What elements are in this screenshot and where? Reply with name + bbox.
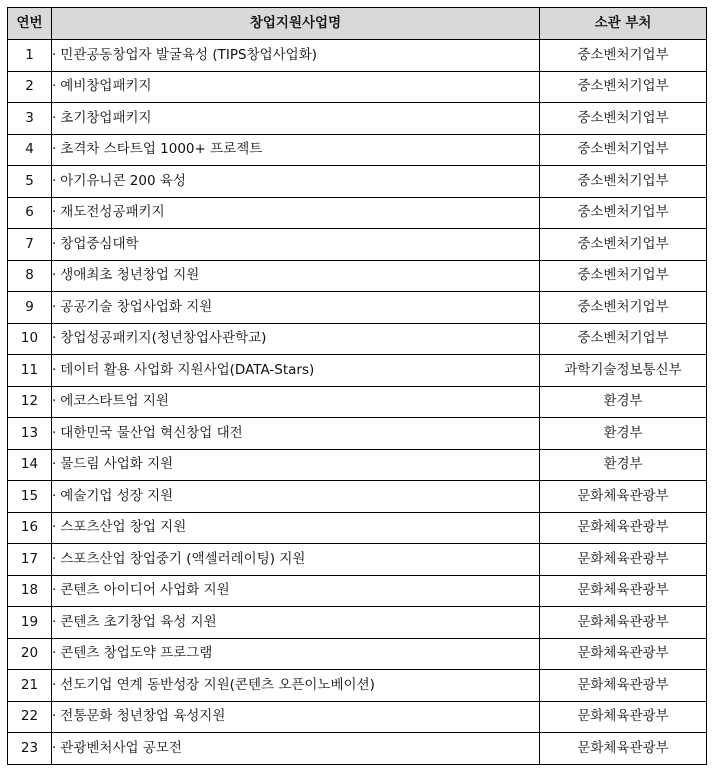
table-row (8, 71, 707, 103)
row-number: 21 (8, 670, 52, 702)
program-name: 데이터 활용 사업화 지원사업(DATA-Stars) (60, 361, 315, 378)
bullet-icon: · (52, 582, 57, 598)
row-number: 13 (8, 418, 52, 450)
table-row (8, 575, 707, 607)
program-name-cell (52, 512, 540, 544)
ministry-name: 과학기술정보통신부 (540, 355, 707, 387)
ministry-name: 중소벤처기업부 (540, 229, 707, 261)
row-number: 20 (8, 638, 52, 670)
program-name-cell (52, 733, 540, 765)
row-number: 16 (8, 512, 52, 544)
ministry-name: 중소벤처기업부 (540, 134, 707, 166)
header-no: 연번 (8, 8, 52, 40)
program-name: 예술기업 성장 지원 (60, 487, 174, 504)
bullet-icon: · (52, 487, 57, 504)
table-row (8, 260, 707, 292)
ministry-name: 문화체육관광부 (540, 670, 707, 702)
row-number: 17 (8, 544, 52, 576)
bullet-icon: · (52, 361, 57, 378)
row-number: 23 (8, 733, 52, 765)
table-row (8, 449, 707, 481)
program-name-cell (52, 544, 540, 576)
program-name: 대한민국 물산업 혁신창업 대전 (60, 424, 243, 441)
table-row (8, 544, 707, 576)
row-number: 9 (8, 292, 52, 324)
ministry-name: 중소벤처기업부 (540, 323, 707, 355)
program-name: 콘텐츠 창업도약 프로그램 (60, 645, 213, 661)
ministry-name: 중소벤처기업부 (540, 40, 707, 72)
ministry-name: 환경부 (540, 418, 707, 450)
program-name: 초기창업패키지 (60, 109, 152, 126)
program-name-cell (52, 449, 540, 481)
table-row (8, 638, 707, 670)
bullet-icon: · (52, 645, 57, 661)
program-name: 스포츠산업 창업 지원 (60, 519, 187, 535)
table-row (8, 733, 707, 765)
program-name-cell (52, 386, 540, 418)
program-name: 초격차 스타트업 1000+ 프로젝트 (60, 141, 263, 157)
program-name: 스포츠산업 창업중기 (액셀러레이팅) 지원 (60, 550, 306, 567)
ministry-name: 중소벤처기업부 (540, 260, 707, 292)
ministry-name: 문화체육관광부 (540, 544, 707, 576)
row-number: 22 (8, 701, 52, 733)
program-name: 재도전성공패키지 (60, 204, 165, 220)
program-name-cell (52, 40, 540, 72)
program-name-cell (52, 229, 540, 261)
row-number: 2 (8, 71, 52, 103)
program-name-cell (52, 701, 540, 733)
table-row (8, 481, 707, 513)
header-row (8, 8, 707, 40)
table-row (8, 670, 707, 702)
ministry-name: 문화체육관광부 (540, 701, 707, 733)
program-name: 콘텐츠 초기창업 육성 지원 (60, 613, 217, 630)
bullet-icon: · (52, 456, 57, 472)
bullet-icon: · (52, 78, 57, 94)
table-body (8, 40, 707, 765)
program-name: 전통문화 청년창업 육성지원 (60, 708, 226, 724)
table-row (8, 355, 707, 387)
ministry-name: 문화체육관광부 (540, 638, 707, 670)
bullet-icon: · (52, 141, 57, 157)
program-name-cell (52, 418, 540, 450)
table-row (8, 134, 707, 166)
table-row (8, 418, 707, 450)
header-program-name: 창업지원사업명 (52, 8, 540, 40)
bullet-icon: · (52, 519, 57, 535)
bullet-icon: · (52, 330, 57, 346)
bullet-icon: · (52, 550, 57, 567)
program-name-cell (52, 103, 540, 135)
ministry-name: 문화체육관광부 (540, 512, 707, 544)
bullet-icon: · (52, 298, 57, 315)
table-row (8, 166, 707, 198)
program-name-cell (52, 71, 540, 103)
header-ministry: 소관 부처 (540, 8, 707, 40)
table-row (8, 323, 707, 355)
program-name: 물드림 사업화 지원 (60, 456, 174, 472)
ministry-name: 문화체육관광부 (540, 575, 707, 607)
row-number: 18 (8, 575, 52, 607)
program-name-cell (52, 481, 540, 513)
program-name-cell (52, 355, 540, 387)
program-name: 생애최초 청년창업 지원 (60, 267, 200, 283)
program-name-cell (52, 323, 540, 355)
program-name-cell (52, 292, 540, 324)
program-name-cell (52, 197, 540, 229)
program-name: 민관공동창업자 발굴육성 (TIPS창업사업화) (60, 46, 318, 63)
row-number: 12 (8, 386, 52, 418)
table-row (8, 40, 707, 72)
ministry-name: 중소벤처기업부 (540, 103, 707, 135)
row-number: 7 (8, 229, 52, 261)
table-row (8, 292, 707, 324)
bullet-icon: · (52, 708, 57, 724)
row-number: 6 (8, 197, 52, 229)
table-row (8, 386, 707, 418)
program-name-cell (52, 638, 540, 670)
ministry-name: 중소벤처기업부 (540, 292, 707, 324)
table-row (8, 197, 707, 229)
program-name: 에코스타트업 지원 (60, 393, 169, 409)
ministry-name: 문화체육관광부 (540, 481, 707, 513)
program-name: 선도기업 연계 동반성장 지원(콘텐츠 오픈이노베이션) (60, 676, 375, 693)
table-row (8, 607, 707, 639)
table-row (8, 512, 707, 544)
program-name-cell (52, 134, 540, 166)
bullet-icon: · (52, 109, 57, 126)
row-number: 19 (8, 607, 52, 639)
table-header (8, 8, 707, 40)
program-name-cell (52, 607, 540, 639)
program-name: 창업중심대학 (60, 235, 139, 252)
table-row (8, 103, 707, 135)
program-name: 공공기술 창업사업화 지원 (60, 298, 213, 315)
ministry-name: 문화체육관광부 (540, 733, 707, 765)
row-number: 1 (8, 40, 52, 72)
ministry-name: 중소벤처기업부 (540, 166, 707, 198)
ministry-name: 중소벤처기업부 (540, 71, 707, 103)
row-number: 14 (8, 449, 52, 481)
table-row (8, 229, 707, 261)
ministry-name: 문화체육관광부 (540, 607, 707, 639)
program-name: 창업성공패키지(청년창업사관학교) (60, 330, 267, 346)
ministry-name: 환경부 (540, 449, 707, 481)
table-row (8, 701, 707, 733)
program-name: 콘텐츠 아이디어 사업화 지원 (60, 582, 230, 598)
ministry-name: 환경부 (540, 386, 707, 418)
bullet-icon: · (52, 204, 57, 220)
row-number: 5 (8, 166, 52, 198)
bullet-icon: · (52, 235, 57, 252)
bullet-icon: · (52, 739, 57, 756)
program-name: 관광벤처사업 공모전 (60, 739, 182, 756)
bullet-icon: · (52, 676, 57, 693)
ministry-name: 중소벤처기업부 (540, 197, 707, 229)
program-name-cell (52, 166, 540, 198)
program-name-cell (52, 670, 540, 702)
bullet-icon: · (52, 424, 57, 441)
startup-support-table (7, 7, 707, 765)
row-number: 3 (8, 103, 52, 135)
row-number: 15 (8, 481, 52, 513)
bullet-icon: · (52, 46, 57, 63)
row-number: 11 (8, 355, 52, 387)
row-number: 4 (8, 134, 52, 166)
program-name-cell (52, 575, 540, 607)
program-name: 아기유니콘 200 육성 (60, 172, 186, 189)
bullet-icon: · (52, 172, 57, 189)
bullet-icon: · (52, 393, 57, 409)
row-number: 10 (8, 323, 52, 355)
row-number: 8 (8, 260, 52, 292)
program-name-cell (52, 260, 540, 292)
program-name: 예비창업패키지 (60, 78, 152, 94)
bullet-icon: · (52, 613, 57, 630)
bullet-icon: · (52, 267, 57, 283)
